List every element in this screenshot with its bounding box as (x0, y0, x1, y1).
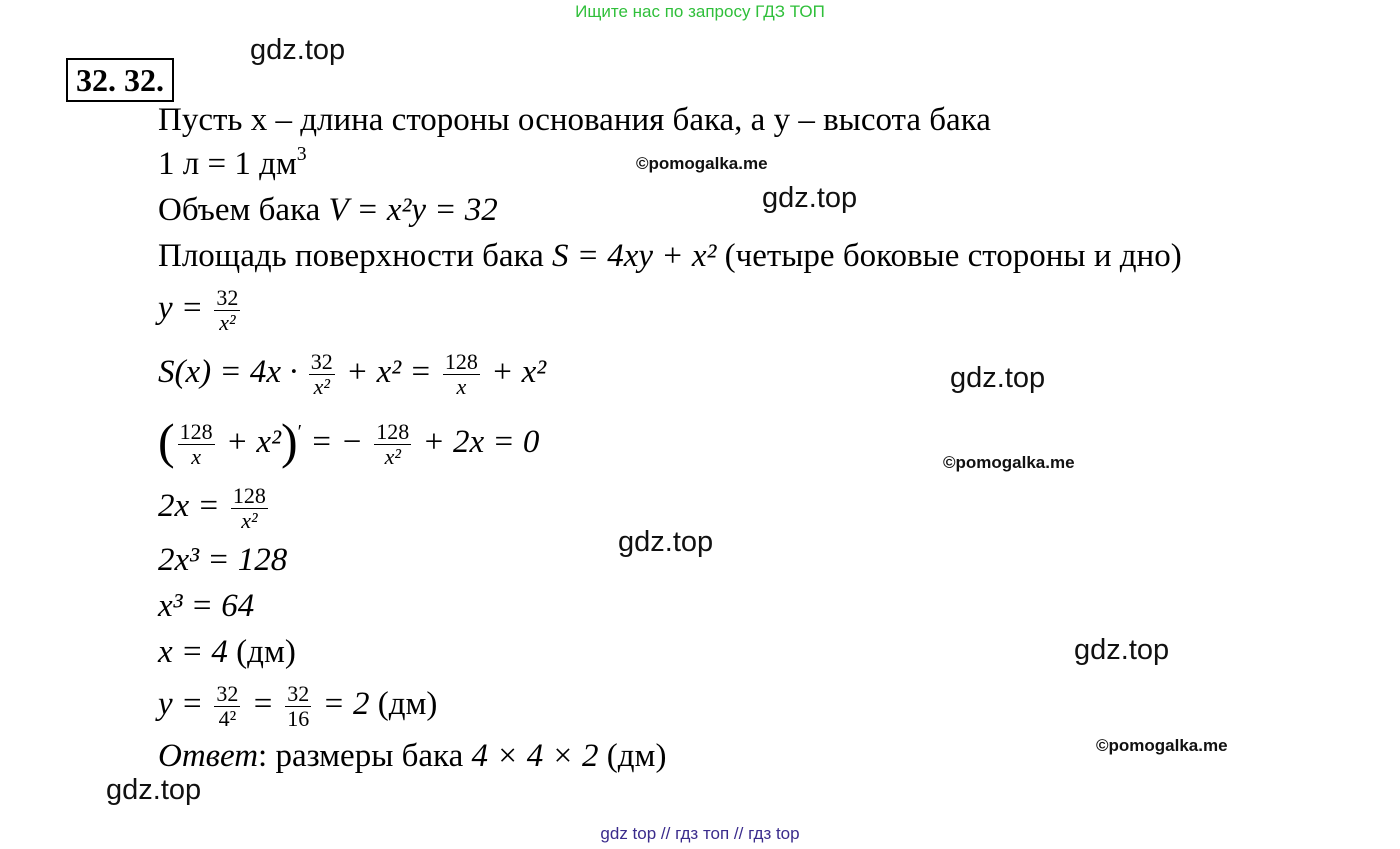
watermark-gdz: gdz.top (950, 362, 1046, 394)
fraction (374, 420, 411, 469)
solution-line-3 (158, 190, 498, 230)
denominator: 4² (218, 706, 237, 731)
line-6-mid: + x² = (346, 354, 432, 391)
line-8-lhs: 2x = (158, 488, 220, 525)
line-5-lhs: y = (158, 290, 204, 327)
solution-line-7 (158, 413, 540, 470)
line-12-lhs: y = (158, 686, 204, 723)
solution-line-5 (158, 286, 243, 335)
watermark-gdz: gdz.top (618, 526, 714, 558)
line-3-text: Объем бака (158, 192, 329, 228)
open-paren: ( (158, 413, 175, 470)
answer-label: Ответ (158, 738, 259, 774)
close-paren: ) (280, 413, 298, 470)
footer-links: gdz top // гдз топ // гдз top (600, 824, 800, 843)
denominator: x² (384, 444, 401, 469)
line-3-formula: V = x²y = 32 (328, 192, 498, 228)
watermark-pomogalka: ©pomogalka.me (636, 154, 768, 173)
watermark-gdz: gdz.top (1074, 634, 1170, 666)
numerator: 32 (310, 349, 333, 374)
solution-line-8 (158, 484, 271, 533)
watermark-gdz: gdz.top (106, 774, 202, 806)
line-4-text: Площадь поверхности бака (158, 238, 552, 274)
numerator: 32 (216, 285, 239, 310)
line-6-end: + x² (491, 354, 547, 391)
line-2-sup: 3 (296, 143, 307, 166)
line-6-lhs: S(x) = 4x · (158, 354, 298, 391)
numerator: 128 (376, 419, 410, 444)
line-12-mid: = (251, 686, 274, 723)
line-7-mid: + x² (225, 424, 281, 461)
fraction (309, 350, 335, 399)
line-12-eq: = 2 (322, 686, 370, 723)
line-4-formula: S = 4xy + x² (551, 238, 717, 274)
line-12-unit: (дм) (369, 686, 438, 723)
solution-line-2 (158, 144, 307, 184)
fraction (231, 484, 268, 533)
numerator: 128 (232, 483, 266, 508)
denominator: x² (219, 310, 236, 335)
top-banner: Ищите нас по запросу ГДЗ ТОП (575, 2, 825, 21)
numerator: 32 (216, 681, 239, 706)
solution-line-10: x³ = 64 (158, 588, 255, 624)
prime-mark: ′ (297, 421, 302, 444)
solution-line-9: 2x³ = 128 (158, 542, 288, 578)
fraction (443, 350, 480, 399)
numerator: 32 (287, 681, 310, 706)
denominator: x² (241, 508, 258, 533)
fraction (214, 682, 240, 731)
watermark-pomogalka: ©pomogalka.me (943, 453, 1075, 472)
denominator: x (456, 374, 467, 399)
solution-line-11 (158, 632, 296, 672)
solution-line-4 (158, 236, 1182, 276)
watermark-pomogalka: ©pomogalka.me (1096, 736, 1228, 755)
line-7-end: + 2x = 0 (422, 424, 540, 461)
denominator: 16 (287, 706, 310, 731)
problem-number: 32. 32. (66, 58, 174, 102)
watermark-gdz: gdz.top (250, 34, 346, 66)
numerator: 128 (444, 349, 478, 374)
numerator: 128 (179, 419, 213, 444)
line-4-note: (четыре боковые стороны и дно) (716, 238, 1182, 274)
answer-text: : размеры бака (258, 738, 472, 774)
denominator: x (191, 444, 202, 469)
line-7-eq: = − (310, 424, 363, 461)
solution-line-12 (158, 682, 437, 731)
line-2-text: 1 л = 1 дм (158, 146, 297, 182)
answer-line (158, 736, 666, 776)
solution-line-6 (158, 350, 546, 399)
line-11-unit: (дм) (227, 634, 296, 670)
fraction (285, 682, 311, 731)
line-11-formula: x = 4 (158, 634, 228, 670)
solution-line-1: Пусть x – длина стороны основания бака, а y – высота бака (158, 102, 991, 138)
answer-formula: 4 × 4 × 2 (471, 738, 599, 774)
answer-unit: (дм) (598, 738, 667, 774)
watermark-gdz: gdz.top (762, 182, 858, 214)
fraction (178, 420, 215, 469)
denominator: x² (313, 374, 330, 399)
fraction (214, 286, 240, 335)
